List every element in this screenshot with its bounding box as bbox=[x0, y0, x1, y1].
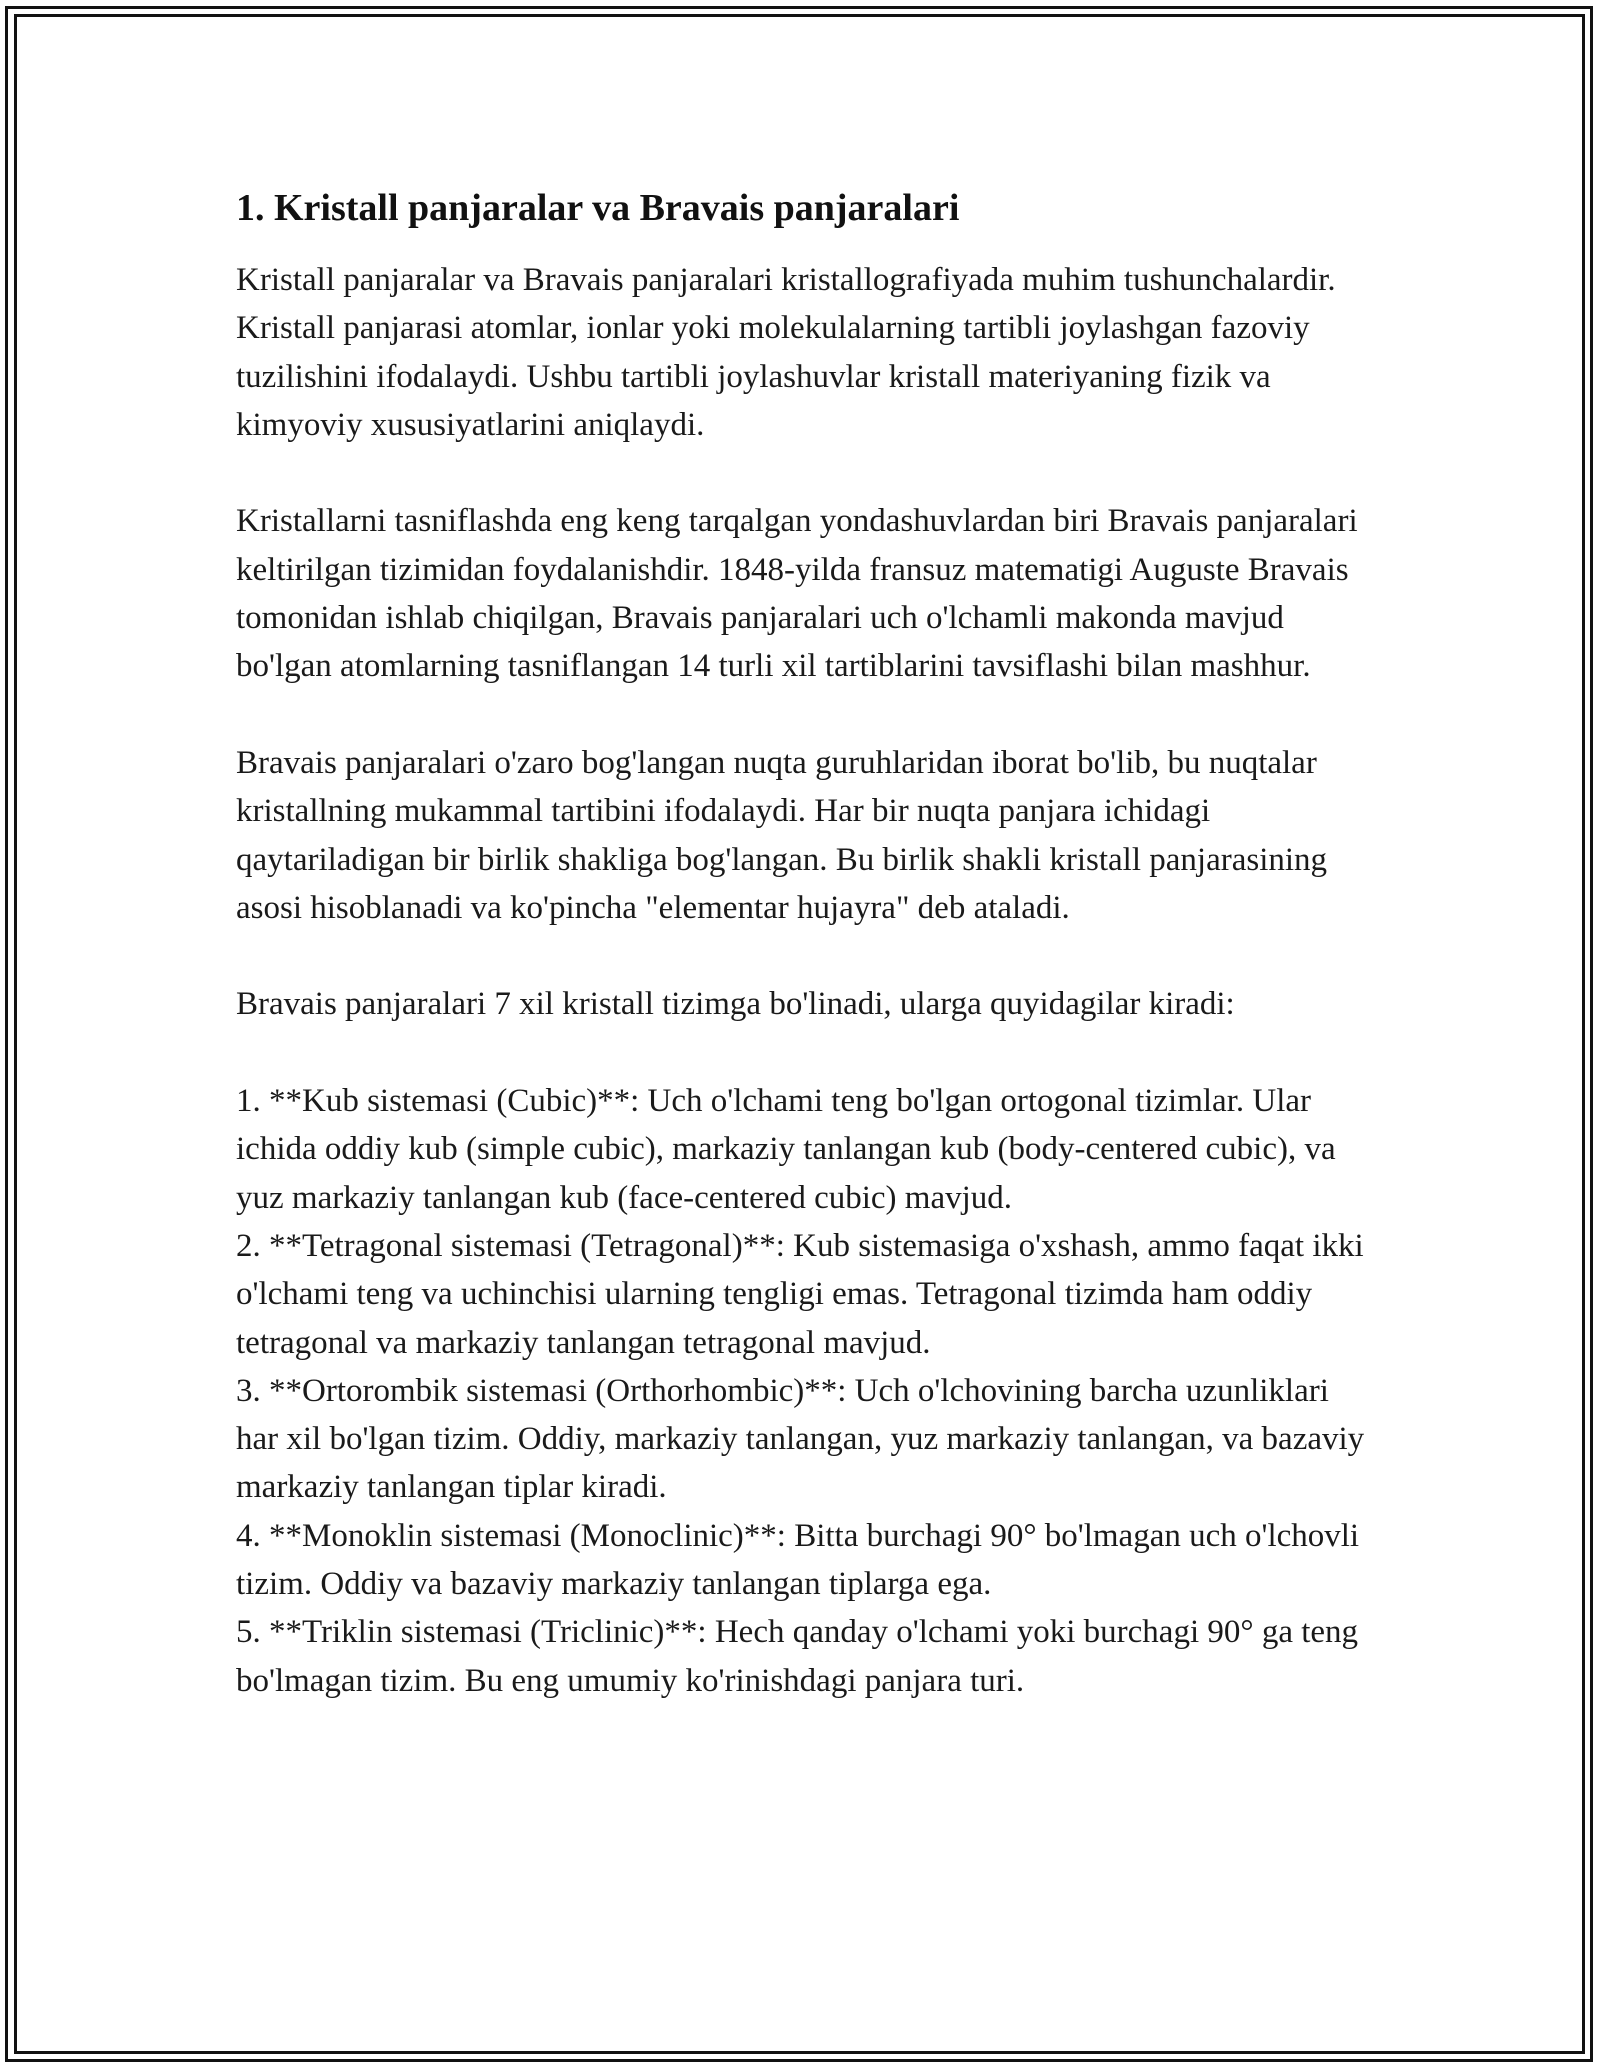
crystal-systems-list bbox=[236, 1077, 1376, 1705]
section-title: 1. Kristall panjaralar va Bravais panjaralari bbox=[236, 187, 960, 229]
paragraph-bravais-history: Kristallarni tasniflashda eng keng tarqalgan yondashuvlardan biri Bravais panjaralari keltirilgan tizimidan foydalanishdir. 1848-yilda fransuz matematigi Auguste Bravais tomonidan ishlab chiqilgan, Bravais panjaralari uch o'lchamli makonda mavjud bo'lgan atomlarning tasniflangan 14 turli xil tartiblarini tavsiflashi bilan mashhur. bbox=[236, 503, 1358, 685]
document-body bbox=[236, 184, 1376, 1705]
paragraph-systems-intro: Bravais panjaralari 7 xil kristall tizimga bo'linadi, ularga quyidagilar kiradi: bbox=[236, 986, 1235, 1023]
list-item-monoclinic: 4. **Monoklin sistemasi (Monoclinic)**: Bitta burchagi 90° bo'lmagan uch o'lchovli tizim. Oddiy va bazaviy markaziy tanlangan tiplarga ega. bbox=[236, 1517, 1360, 1603]
list-item-triclinic: 5. **Triklin sistemasi (Triclinic)**: Hech qanday o'lchami yoki burchagi 90° ga teng bo'lmagan tizim. Bu eng umumiy ko'rinishdagi panjara turi. bbox=[236, 1614, 1359, 1699]
paragraph-intro: Kristall panjaralar va Bravais panjaralari kristallografiyada muhim tushunchalardir. Kristall panjarasi atomlar, ionlar yoki molekulalarning tartibli joylashgan fazoviy tuzilishini ifodalaydi. Ushbu tartibli joylashuvlar kristall materiyaning fizik va kimyoviy xususiyatlarini aniqlaydi. bbox=[236, 262, 1336, 443]
list-item-orthorhombic: 3. **Ortorombik sistemasi (Orthorhombic)**: Uch o'lchovining barcha uzunliklari har xil bo'lgan tizim. Oddiy, markaziy tanlangan, yuz markaziy tanlangan, va bazaviy markaziy tanlangan tiplar kiradi. bbox=[236, 1372, 1365, 1506]
list-item-tetragonal: 2. **Tetragonal sistemasi (Tetragonal)**: Kub sistemasiga o'xshash, ammo faqat ikki o'lchami teng va uchinchisi ularning tengligi emas. Tetragonal tizimda ham oddiy tetragonal va markaziy tanlangan tetragonal mavjud. bbox=[236, 1227, 1364, 1361]
paragraph-unit-cell: Bravais panjaralari o'zaro bog'langan nuqta guruhlaridan iborat bo'lib, bu nuqtalar kristallning mukammal tartibini ifodalaydi. Har bir nuqta panjara ichidagi qaytariladigan bir birlik shakliga bog'langan. Bu birlik shakli kristall panjarasining asosi hisoblanadi va ko'pincha "elementar hujayra" deb ataladi. bbox=[236, 744, 1328, 926]
list-item-cubic: 1. **Kub sistemasi (Cubic)**: Uch o'lchami teng bo'lgan ortogonal tizimlar. Ular ichida oddiy kub (simple cubic), markaziy tanlangan kub (body-centered cubic), va yuz markaziy tanlangan kub (face-centered cubic) mavjud. bbox=[236, 1083, 1336, 1216]
